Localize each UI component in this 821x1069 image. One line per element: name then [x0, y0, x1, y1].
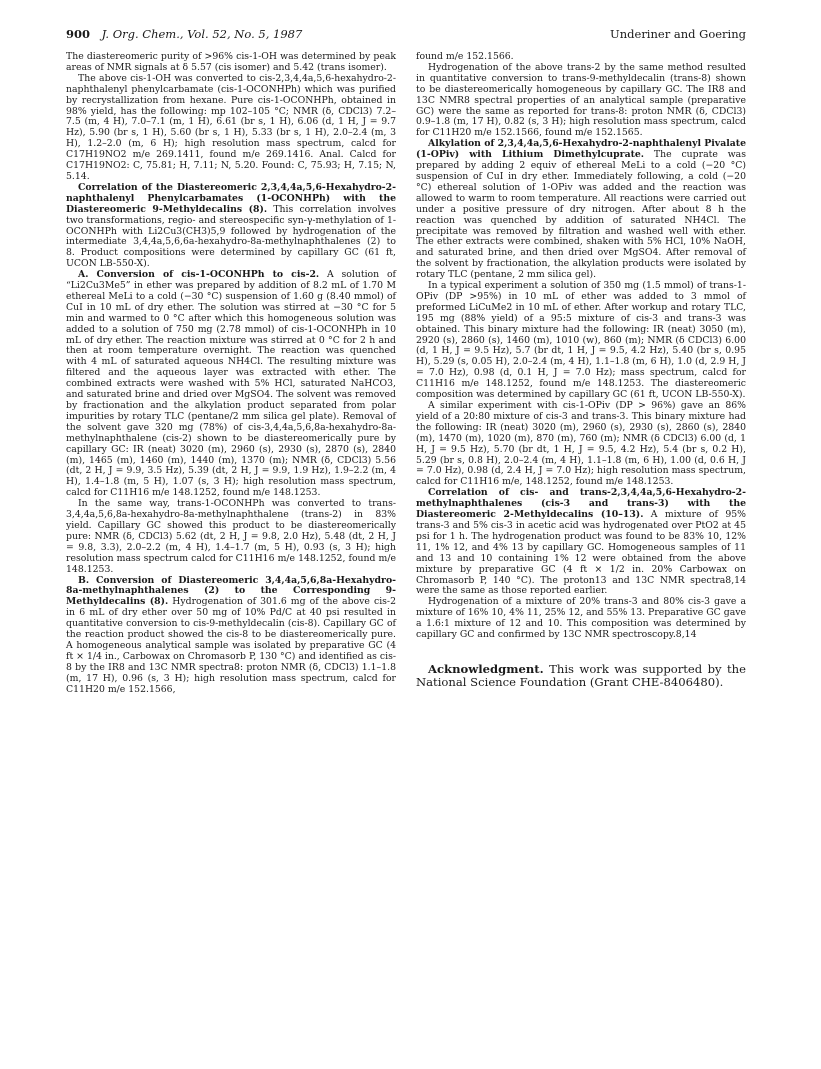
paragraph-text: This correlation involves two transformations, regio- and stereospecific syn-γ-methylation of 1-OCONHPh with Li2Cu3(CH3)5,9 followed by hydrogenation of the intermediate 3,4,4a,5,6,6a-hexahydro-8a-methylnaphthalenes (2) to 8. Product compositions were determined by capillary GC (61 ft, UCON LB-550-X). — [66, 203, 396, 270]
paragraph-text: A solution of “Li2Cu3Me5” in ether was prepared by addition of 8.2 mL of 1.70 M ethereal MeLi to a cold (−30 °C) suspension of 1.60 g (8.40 mmol) of CuI in 10 mL of dry ether. The solution was stirred at −30 °C for 5 min and warmed to 0 °C after which this homogeneous solution was added to a solution of 750 mg (2.78 mmol) of cis-1-OCONHPh in 10 mL of dry ether. The reaction mixture was stirred at 0 °C for 2 h and then at room temperature overnight. The reaction was quenched with 4 mL of saturated aqueous NH4Cl. The resulting mixture was filtered and the aqueous layer was extracted with ether. The combined extracts were washed with 5% HCl, saturated NaHCO3, and saturated brine and dried over MgSO4. The solvent was removed by fractionation and the alkylation product separated from polar impurities by rotary TLC (pentane/2 mm silica gel plate). Removal of the solvent gave 320 mg (78%) of cis-3,4,4a,5,6,8a-hexahydro-8a-methylnaphthalene (cis-2) shown to be diastereomerically pure by capillary GC: IR (neat) 3020 (m), 2960 (s), 2930 (s), 2870 (s), 2840 (m), 1465 (m), 1460 (m), 1440 (m), 1370 (m); NMR (δ, CDCl3) 5.56 (dt, 2 H, J = 9.9, 3.5 Hz), 5.39 (dt, 2 H, J = 9.9, 1.9 Hz), 1.9–2.2 (m, 4 H), 1.4–1.8 (m, 5 H), 1.07 (s, 3 H); high resolution mass spectrum, calcd for C11H16 m/e 148.1252, found m/e 148.1253. — [66, 269, 396, 499]
paragraph — [416, 281, 746, 401]
acknowledgment-text: This work was supported by the National Science Foundation (Grant CHE-8406480). — [416, 661, 746, 690]
paragraph — [416, 401, 746, 488]
paragraph — [66, 183, 396, 270]
paragraph-text: Hydrogenation of the above trans-2 by the same method resulted in quantitative conversion to trans-9-methyldecalin (trans-8) shown to be diastereomerically homogeneous by capillary GC. The IR8 and 13C NMR8 spectral properties of an analytical sample (preparative GC) were the same as reported for trans-8: proton NMR (δ, CDCl3) 0.9–1.8 (m, 17 H), 0.82 (s, 3 H); high resolution mass spectrum, calcd for C11H20 m/e 152.1566, found m/e 152.1565. — [416, 61, 746, 139]
paragraph — [416, 139, 746, 281]
paragraph-text: Hydrogenation of 301.6 mg of the above cis-2 in 6 mL of dry ether over 50 mg of 10% Pd/C at 40 psi resulted in quantitative conversion to cis-9-methyldecalin (cis-8). Capillary GC of the reaction product showed the cis-8 to be diastereomerically pure. A homogeneous analytical sample was isolated by preparative GC (4 ft × 1/4 in., Carbowax on Chromasorb P, 130 °C) and identified as cis-8 by the IR8 and 13C NMR spectra8: proton NMR (δ, CDCl3) 1.1–1.8 (m, 17 H), 0.96 (s, 3 H); high resolution mass spectrum, calcd for C11H20 m/e 152.1566, — [66, 596, 396, 695]
paragraph-text: In the same way, trans-1-OCONHPh was converted to trans-3,4,4a,5,6,8a-hexahydro-8a-methylnaphthalene (trans-2) in 83% yield. Capillary GC showed this product to be diastereomerically pure: NMR (δ, CDCl3) 5.62 (dt, 2 H, J = 9.8, 2.0 Hz), 5.48 (dt, 2 H, J = 9.8, 3.3), 2.0–2.2 (m, 4 H), 1.4–1.7 (m, 5 H), 0.93 (s, 3 H); high resolution mass spectrum calcd for C11H16 m/e 148.1252, found m/e 148.1253. — [66, 498, 396, 575]
paragraph-heading: A. Conversion of cis-1-OCONHPh to cis-2. — [78, 269, 320, 281]
paragraph — [66, 52, 396, 74]
paragraph — [416, 63, 746, 139]
paragraph — [416, 597, 746, 641]
paragraph-text: The diastereomeric purity of >96% cis-1-OH was determined by peak areas of NMR signals at δ 5.57 (cis isomer) and 5.42 (trans isomer). — [66, 51, 396, 73]
page-header — [66, 26, 746, 42]
paragraph — [66, 499, 396, 575]
paragraph — [416, 488, 746, 597]
paragraph-text: In a typical experiment a solution of 350 mg (1.5 mmol) of trans-1-OPiv (DP >95%) in 10 mL of ether was added to 3 mmol of preformed LiCuMe2 in 10 mL of ether. After workup and rotary TLC, 195 mg (88% yield) of a 95:5 mixture of cis-3 and trans-3 was obtained. This binary mixture had the following: IR (neat) 3050 (m), 2920 (s), 2860 (s), 1460 (m), 1010 (w), 860 (m); NMR (δ CDCl3) 6.00 (d, 1 H, J = 9.5 Hz), 5.7 (br dt, 1 H, J = 9.5, 4.2 Hz), 5.40 (br s, 0.95 H), 5.29 (s, 0.05 H), 2.0–2.4 (m, 4 H), 1.1–1.8 (m, 6 H), 1.0 (d, 2.9 H, J = 7.0 Hz), 0.98 (d, 0.1 H, J = 7.0 Hz); mass spectrum, calcd for C11H16 m/e 148.1252, found m/e 148.1253. The diastereomeric composition was determined by capillary GC (61 ft, UCON LB-550-X). — [416, 280, 746, 401]
paragraph-text: found m/e 152.1566. — [416, 51, 514, 62]
right-column — [416, 52, 746, 690]
paragraph-text: A similar experiment with cis-1-OPiv (DP > 96%) gave an 86% yield of a 20:80 mixture of cis-3 and trans-3. This binary mixture had the following: IR (neat) 3020 (m), 2960 (s), 2930 (s), 2860 (s), 2840 (m), 1470 (m), 1020 (m), 870 (m), 760 (m); NMR (δ CDCl3) 6.00 (d, 1 H, J = 9.5 Hz), 5.70 (br dt, 1 H, J = 9.5, 4.2 Hz), 5.4 (br s, 0.2 H), 5.29 (br s, 0.8 H), 2.0–2.4 (m, 4 H), 1.1–1.8 (m, 6 H), 1.00 (d, 0.6 H, J = 7.0 Hz), 0.98 (d, 2.4 H, J = 7.0 Hz); high resolution mass spectrum, calcd for C11H16 m/e, 148.1252, found m/e 148.1253. — [416, 400, 746, 488]
header-left — [66, 26, 302, 42]
left-column — [66, 52, 396, 695]
paragraph-text: The above cis-1-OH was converted to cis-2,3,4,4a,5,6-hexahydro-2-naphthalenyl phenylcarbamate (cis-1-OCONHPh) which was purified by recrystallization from hexane. Pure cis-1-OCONHPh, obtained in 98% yield, has the following: mp 102–105 °C; NMR (δ, CDCl3) 7.2–7.5 (m, 4 H), 7.0–7.1 (m, 1 H), 6.61 (br s, 1 H), 6.06 (d, 1 H, J = 9.7 Hz), 5.90 (br s, 1 H), 5.60 (br s, 1 H), 5.33 (br s, 1 H), 2.0–2.4 (m, 3 H), 1.2–2.0 (m, 6 H); high resolution mass spectrum, calcd for C17H19NO2 m/e 269.1411, found m/e 269.1416. Anal. Calcd for C17H19NO2: C, 75.81; H, 7.11; N, 5.20. Found: C, 75.93; H, 7.15; N, 5.14. — [66, 72, 396, 182]
paragraph-text: A mixture of 95% trans-3 and 5% cis-3 in acetic acid was hydrogenated over PtO2 at 45 psi for 1 h. The hydrogenation product was found to be 83% 10, 12% 11, 1% 12, and 4% 13 by capillary GC. Homogeneous samples of 11 and 13 and 10 containing 1% 12 were obtained from the above mixture by preparative GC (4 ft × 1/2 in. 20% Carbowax on Chromasorb P, 140 °C). The proton13 and 13C NMR spectra8,14 were the same as those reported earlier. — [416, 509, 746, 597]
paragraph-heading: B. Conversion of Diastereomeric 3,4,4a,5,6,8a-Hexahydro-8a-methylnaphthalenes (2) to the Corresponding 9-Methyldecalins (8). — [66, 574, 396, 608]
paragraph — [66, 270, 396, 499]
paragraph — [66, 576, 396, 696]
journal-citation: J. Org. Chem., Vol. 52, No. 5, 1987 — [101, 27, 303, 41]
paragraph-text: Hydrogenation of a mixture of 20% trans-3 and 80% cis-3 gave a mixture of 16% 10, 4% 11, 25% 12, and 55% 13. Preparative GC gave a 1.6:1 mixture of 12 and 10. This composition was determined by capillary GC and confirmed by 13C NMR spectroscopy.8,14 — [416, 596, 746, 641]
paragraph-text: The cuprate was prepared by adding 2 equiv of ethereal MeLi to a cold (−20 °C) suspension of CuI in dry ether. Immediately following, a cold (−20 °C) ethereal solution of 1-OPiv was added and the reaction was allowed to warm to room temperature. All reactions were carried out under a positive pressure of dry nitrogen. After about 8 h the reaction was quenched by addition of saturated NH4Cl. The precipitate was removed by filtration and washed well with ether. The ether extracts were combined, shaken with 5% HCl, 10% NaOH, and saturated brine, and then dried over MgSO4. After removal of the solvent by fractionation, the alkylation products were isolated by rotary TLC (pentane, 2 mm silica gel). — [416, 149, 746, 281]
acknowledgment — [416, 663, 746, 690]
acknowledgment-heading: Acknowledgment. — [428, 661, 544, 676]
running-authors: Underiner and Goering — [610, 27, 746, 41]
page-number: 900 — [66, 27, 91, 41]
paragraph-heading: Alkylation of 2,3,4,4a,5,6-Hexahydro-2-naphthalenyl Pivalate (1-OPiv) with Lithium Dimethylcuprate. — [416, 138, 746, 161]
paragraph-heading: Correlation of the Diastereomeric 2,3,4,4a,5,6-Hexahydro-2-naphthalenyl Phenylcarbamates (1-OCONHPh) with the Diastereomeric 9-Methyldecalins (8). — [66, 181, 396, 215]
paragraph — [66, 74, 396, 183]
paragraph-heading: Correlation of cis- and trans-2,3,4,4a,5,6-Hexahydro-2-methylnaphthalenes (cis-3 and trans-3) with the Diastereomeric 2-Methyldecalins (10–13). — [416, 487, 746, 521]
